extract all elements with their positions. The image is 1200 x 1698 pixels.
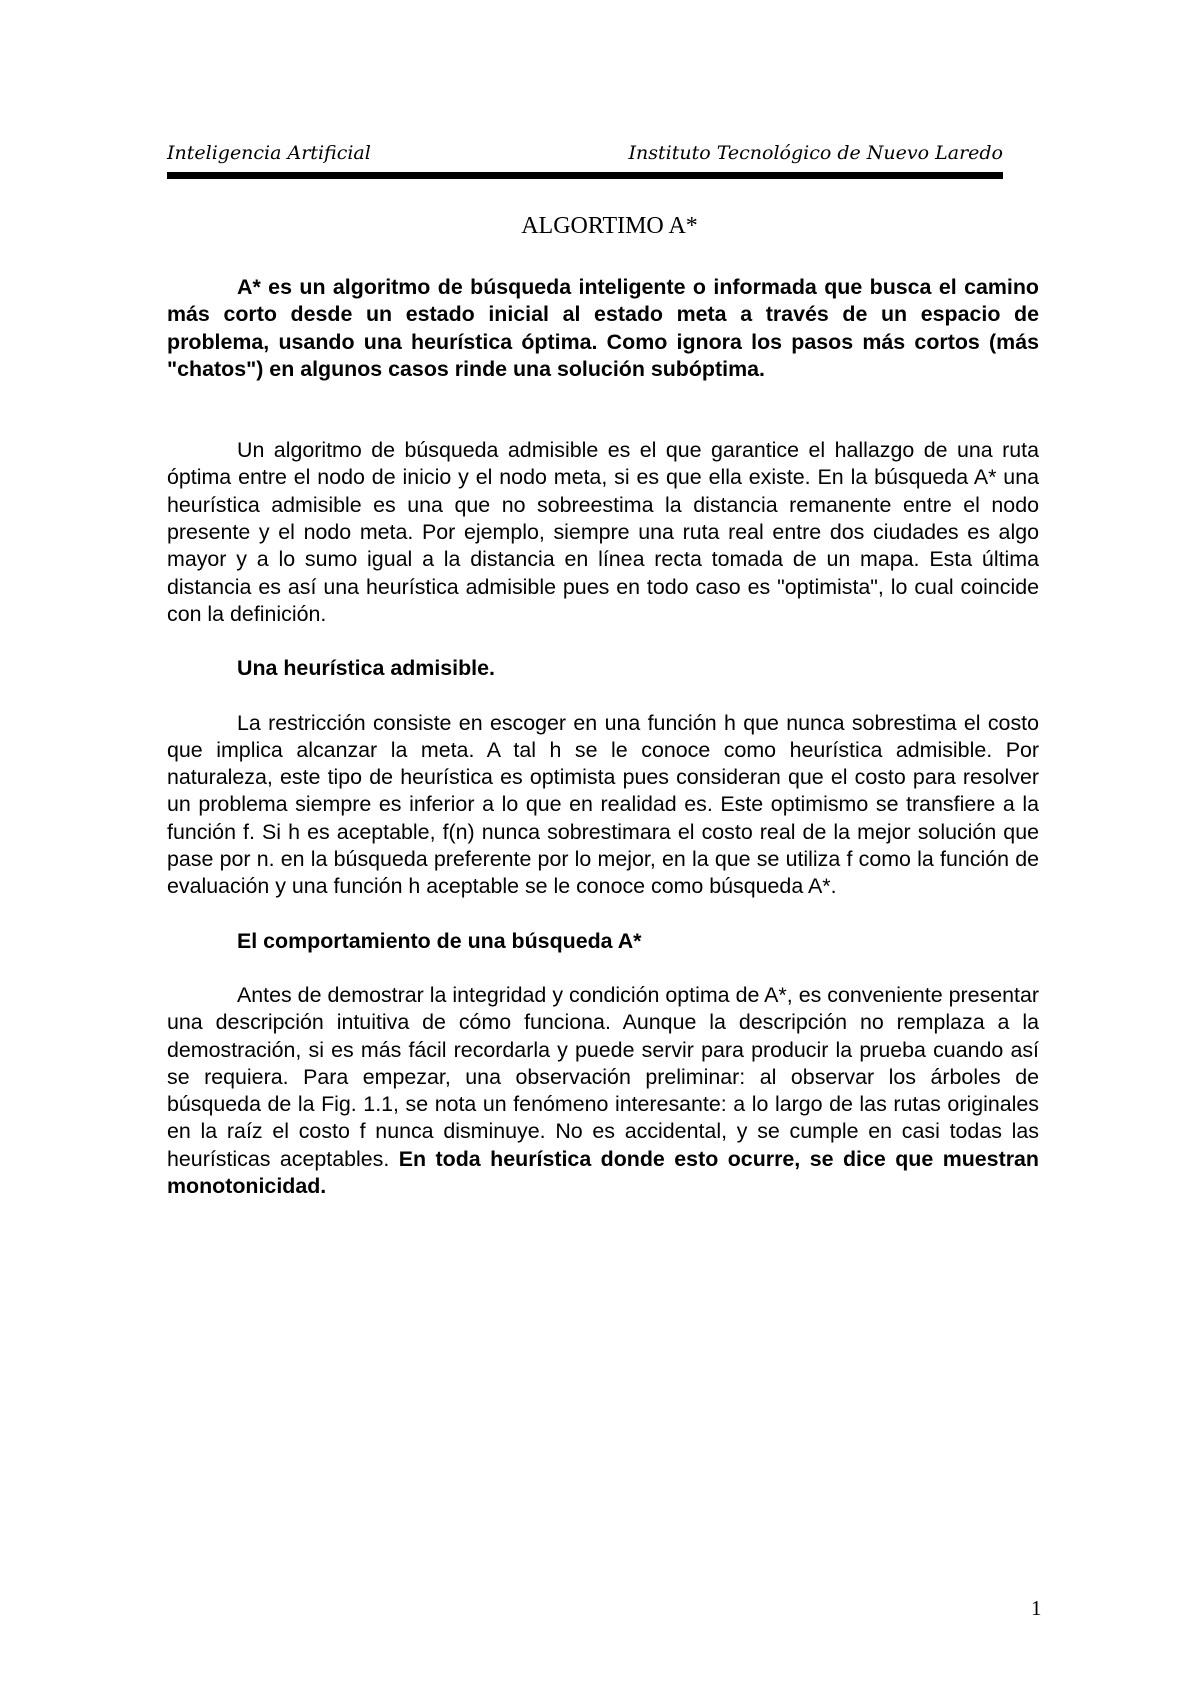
header-course-title: Inteligencia Artificial	[167, 142, 371, 164]
document-body	[167, 274, 1039, 1200]
header-institution: Instituto Tecnológico de Nuevo Laredo	[628, 142, 1003, 164]
admissible-heuristic-paragraph: La restricción consiste en escoger en una función h que nunca sobrestima el costo que implica alcanzar la meta. A tal h se le conoce como heurística admisible. Por naturaleza, este tipo de heurística es optimista pues consideran que el costo para resolver un problema siempre es inferior a lo que en realidad es. Este optimismo se transfiere a la función f. Si h es aceptable, f(n) nunca sobrestimara el costo real de la mejor solución que pase por n. en la búsqueda preferente por lo mejor, en la que se utiliza f como la función de evaluación y una función h aceptable se le conoce como búsqueda A*.	[167, 710, 1039, 899]
behavior-text: Antes de demostrar la integridad y condición optima de A*, es conveniente presentar una descripción intuitiva de cómo funciona. Aunque la descripción no remplaza a la demostración, si es más fácil recordarla y puede servir para producir la prueba cuando así se requiera. Para empezar, una observación preliminar: al observar los árboles de búsqueda de la Fig. 1.1, se nota un fenómeno interesante: a lo largo de las rutas originales en la raíz el costo f nunca disminuye. No es accidental, y se cumple en casi todas las heurísticas aceptables.	[167, 982, 1039, 1171]
section-heading-admissible-heuristic: Una heurística admisible.	[237, 656, 495, 681]
behavior-bold-conclusion: En toda heurística donde esto ocurre, se dice que muestran monotonicidad.	[167, 1146, 1039, 1199]
document-title: ALGORTIMO A*	[521, 213, 698, 239]
section-heading-behavior: El comportamiento de una búsqueda A*	[237, 928, 642, 953]
admissible-search-paragraph: Un algoritmo de búsqueda admisible es el que garantice el hallazgo de una ruta óptima entre el nodo de inicio y el nodo meta, si es que ella existe. En la búsqueda A* una heurística admisible es una que no sobreestima la distancia remanente entre el nodo presente y el nodo meta. Por ejemplo, siempre una ruta real entre dos ciudades es algo mayor y a lo sumo igual a la distancia en línea recta tomada de un mapa. Esta última distancia es así una heurística admisible pues en todo caso es "optimista", lo cual coincide con la definición.	[167, 438, 1039, 626]
intro-paragraph: A* es un algoritmo de búsqueda inteligente o informada que busca el camino más corto desde un estado inicial al estado meta a través de un espacio de problema, usando una heurística óptima. Como ignora los pasos más cortos (más "chatos") en algunos casos rinde una solución subóptima.	[167, 275, 1039, 381]
page-number: 1	[1031, 1596, 1042, 1620]
header-rule	[167, 172, 1003, 179]
behavior-paragraph	[167, 982, 1039, 1200]
